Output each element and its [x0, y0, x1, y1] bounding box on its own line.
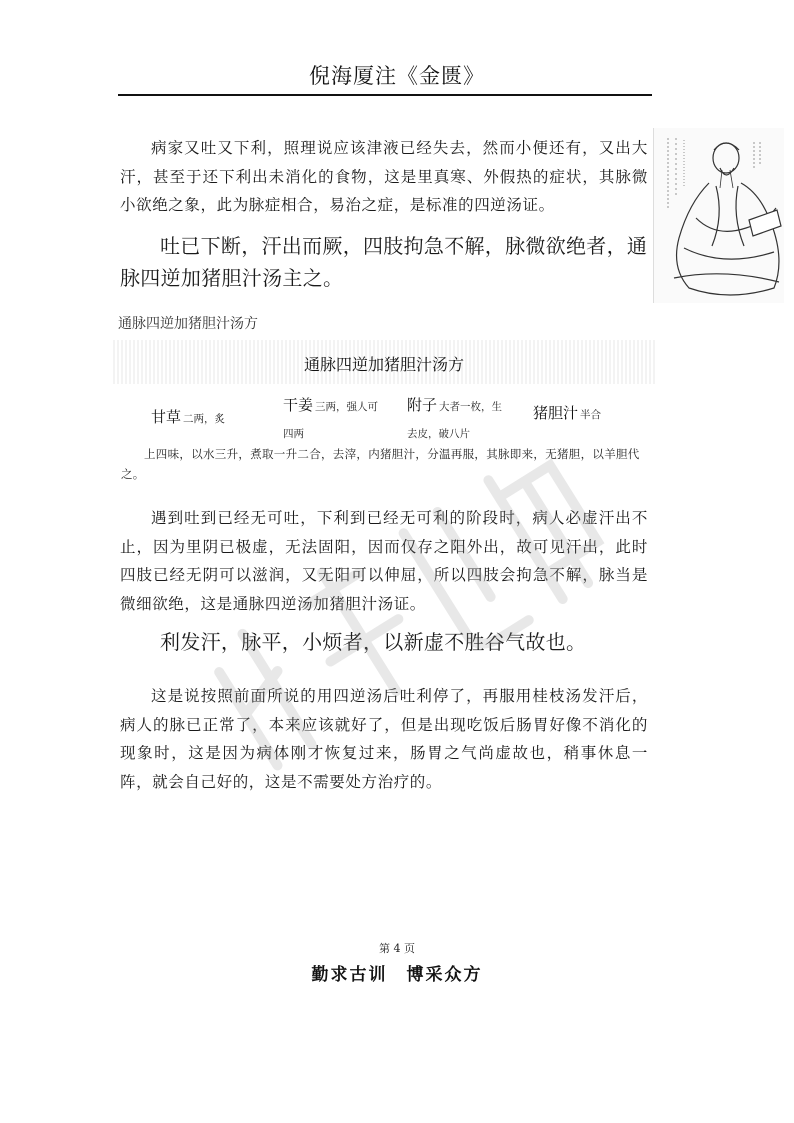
ingredient-gancao — [151, 406, 225, 427]
formula-title: 通脉四逆加猪胆汁汤方 — [303, 355, 464, 374]
ingredient-note: 大者一枚，生 — [439, 401, 503, 413]
header-title: 倪海厦注《金匮》 — [309, 64, 485, 88]
ingredient-name: 干姜 — [283, 396, 314, 414]
portrait-illustration — [654, 128, 784, 303]
ingredient-ganjiang — [283, 394, 378, 415]
author-portrait — [653, 128, 784, 303]
paragraph-3: 这是说按照前面所说的用四逆汤后吐利停了，再服用桂枝汤发汗后，病人的脉已正常了，本来应该就好了，但是出现吃饭后肠胃好像不消化的现象时，这是因为病体刚才恢复过来，肠胃之气尚虚故也，稍事休息一阵，就会自己好的，这是不需要处方治疗的。 — [120, 687, 648, 791]
header-rule — [118, 94, 652, 96]
formula-box — [113, 340, 655, 492]
page-number: 第 4 页 — [379, 942, 415, 955]
classic-text-2: 利发汗，脉平，小烦者，以新虚不胜谷气故也。 — [160, 630, 587, 654]
ingredient-fuzi-note2: 去皮，破八片 — [407, 428, 470, 440]
ingredient-note: 半合 — [580, 409, 602, 421]
formula-method: 上四味，以水三升，煮取一升二合，去滓，内猪胆汁，分温再服，其脉即来，无猪胆，以羊胆代之。 — [121, 447, 640, 481]
classic-text-1: 吐已下断，汗出而厥，四肢拘急不解，脉微欲绝者，通脉四逆加猪胆汁汤主之。 — [120, 234, 648, 290]
ingredient-fuzi — [407, 394, 502, 415]
ingredient-note: 二两，炙 — [183, 413, 226, 425]
ingredient-name: 猪胆汁 — [533, 404, 579, 422]
paragraph-1: 病家又吐又下利，照理说应该津液已经失去，然而小便还有，又出大汗，甚至于还下利出未消化的食物，这是里真寒、外假热的症状，其脉微小欲绝之象，此为脉症相合，易治之症，是标准的四逆汤证。 — [120, 139, 648, 214]
ingredient-name: 甘草 — [151, 408, 182, 426]
ingredient-note: 三两，强人可 — [315, 401, 379, 413]
ingredient-name: 附子 — [407, 396, 438, 414]
formula-label: 通脉四逆加猪胆汁汤方 — [118, 316, 258, 332]
paragraph-2: 遇到吐到已经无可吐，下利到已经无可利的阶段时，病人必虚汗出不止，因为里阴已极虚，无法固阳，因而仅存之阳外出，故可见汗出，此时四肢已经无阴可以滋润，又无阳可以伸屈，所以四肢会拘急不解，脉当是微细欲绝，这是通脉四逆汤加猪胆汁汤证。 — [120, 509, 648, 613]
footer-motto: 勤求古训 博采众方 — [311, 965, 483, 985]
ingredient-ganjiang-note2: 四两 — [283, 428, 304, 440]
ingredient-zhudanzhi — [533, 402, 601, 423]
